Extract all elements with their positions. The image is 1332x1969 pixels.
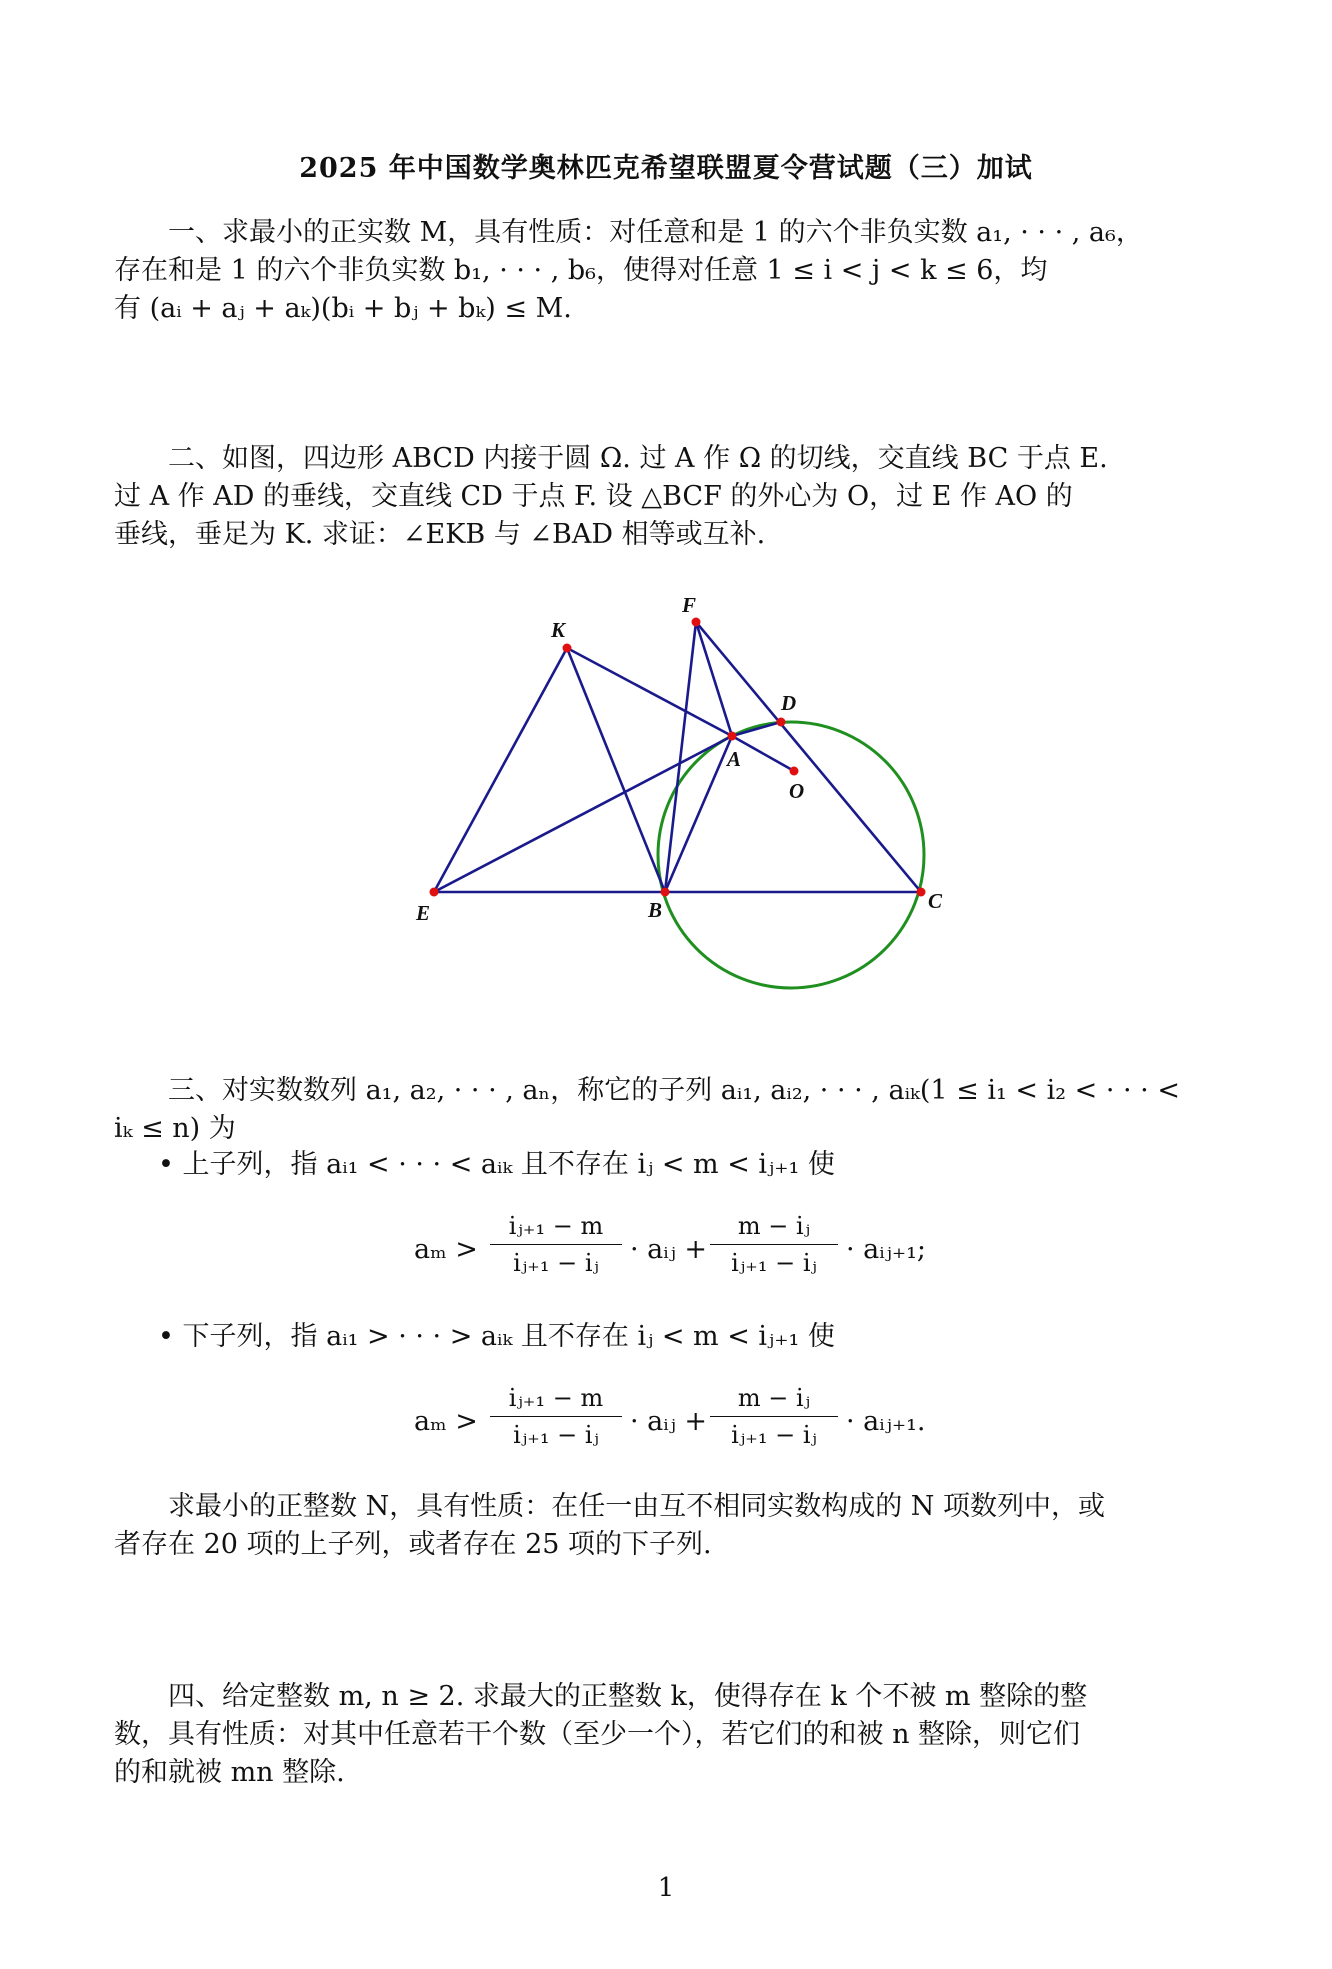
circle-omega	[658, 722, 924, 988]
label-A: A	[727, 747, 742, 771]
point-A	[728, 732, 737, 741]
page-title: 2025 年中国数学奥林匹克希望联盟夏令营试题（三）加试	[299, 153, 1033, 184]
problem-4	[114, 1678, 1222, 1792]
formula-1-numerator-1: iⱼ₊₁ − m	[508, 1212, 604, 1240]
point-O	[790, 767, 799, 776]
point-B	[661, 888, 670, 897]
formula-2-denominator-1: iⱼ₊₁ − iⱼ	[513, 1421, 599, 1449]
problem-3-line-3: 求最小的正整数 N，具有性质：在任一由互不相同实数构成的 N 项数列中，或	[168, 1491, 1105, 1522]
problem-4-line-2: 数，具有性质：对其中任意若干个数（至少一个），若它们的和被 n 整除，则它们	[114, 1719, 1081, 1750]
page-number: 1	[657, 1873, 675, 1903]
point-D	[777, 718, 786, 727]
problem-2-line-2: 过 A 作 AD 的垂线，交直线 CD 于点 F. 设 △BCF 的外心为 O，过 E 作 AO 的	[114, 481, 1073, 512]
formula-2-end: · aᵢⱼ₊₁.	[846, 1406, 926, 1437]
formula-1-denominator-1: iⱼ₊₁ − iⱼ	[513, 1249, 599, 1277]
bullet-lower-subsequence: • 下子列，指 aᵢ₁ > · · · > aᵢₖ 且不存在 iⱼ < m < iⱼ₊₁ 使	[158, 1321, 835, 1352]
problem-3-line-4: 者存在 20 项的上子列，或者存在 25 项的下子列.	[114, 1529, 712, 1560]
problem-4-line-1: 四、给定整数 m, n ≥ 2. 求最大的正整数 k，使得存在 k 个不被 m 整除的整	[168, 1681, 1088, 1712]
formula-2-numerator-1: iⱼ₊₁ − m	[508, 1384, 604, 1412]
problem-2-line-1: 二、如图，四边形 ABCD 内接于圆 Ω. 过 A 作 Ω 的切线，交直线 BC 于点 E.	[168, 443, 1108, 474]
problem-3-question	[114, 1488, 1222, 1564]
problem-1-line-1: 一、求最小的正实数 M，具有性质：对任意和是 1 的六个非负实数 a₁, · · · , a₆，	[168, 217, 1143, 248]
formula-2-lhs: aₘ >	[414, 1406, 478, 1437]
label-C: C	[928, 889, 943, 913]
point-C	[917, 888, 926, 897]
label-K: K	[551, 618, 566, 642]
formula-1-middle: · aᵢⱼ +	[630, 1234, 708, 1265]
label-F: F	[682, 593, 697, 617]
segment-EA	[434, 736, 732, 892]
segment-EK	[434, 648, 567, 892]
label-E: E	[416, 901, 431, 925]
formula-2-denominator-2: iⱼ₊₁ − iⱼ	[731, 1421, 817, 1449]
point-F	[692, 618, 701, 627]
problem-3-intro	[114, 1072, 1222, 1148]
formula-1-end: · aᵢⱼ₊₁;	[846, 1234, 926, 1265]
problem-4-line-3: 的和就被 mn 整除.	[114, 1757, 345, 1788]
label-B: B	[648, 898, 663, 922]
formula-1-denominator-2: iⱼ₊₁ − iⱼ	[731, 1249, 817, 1277]
formula-1-lhs: aₘ >	[414, 1234, 478, 1265]
label-D: D	[781, 691, 797, 715]
problem-3-line-2: iₖ ≤ n) 为	[114, 1113, 236, 1144]
segment-AO	[732, 736, 794, 771]
problem-1-line-2: 存在和是 1 的六个非负实数 b₁, · · · , b₆，使得对任意 1 ≤ i < j < k ≤ 6，均	[114, 255, 1048, 286]
problem-3-line-1: 三、对实数数列 a₁, a₂, · · · , aₙ，称它的子列 aᵢ₁, aᵢ₂, · · · , aᵢₖ(1 ≤ i₁ < i₂ < · · · <	[168, 1075, 1180, 1106]
formula-2-middle: · aᵢⱼ +	[630, 1406, 708, 1437]
segment-KB	[567, 648, 665, 892]
problem-2-line-3: 垂线，垂足为 K. 求证：∠EKB 与 ∠BAD 相等或互补.	[114, 519, 766, 550]
bullet-upper-subsequence: • 上子列，指 aᵢ₁ < · · · < aᵢₖ 且不存在 iⱼ < m < iⱼ₊₁ 使	[158, 1149, 835, 1180]
label-O: O	[789, 779, 805, 803]
formula-2-numerator-2: m − iⱼ	[737, 1384, 811, 1412]
point-K	[563, 644, 572, 653]
point-E	[430, 888, 439, 897]
problem-1-line-3: 有 (aᵢ + aⱼ + aₖ)(bᵢ + bⱼ + bₖ) ≤ M.	[114, 293, 572, 324]
formula-1-numerator-2: m − iⱼ	[737, 1212, 811, 1240]
segment-AD	[732, 722, 781, 736]
